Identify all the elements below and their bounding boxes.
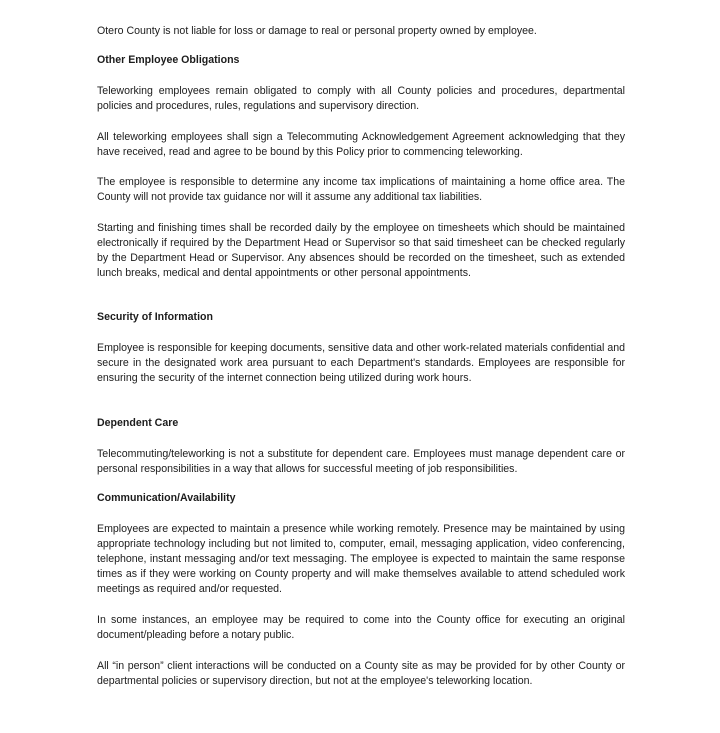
section-heading-security-of-information: Security of Information [97, 311, 213, 323]
paragraph-security: Employee is responsible for keeping documents, sensitive data and other work-related materials confidential and secure in the designated work area pursuant to each Department's standards. Employees are responsible for ensuring the security of the internet connection being utilized during work hours. [97, 342, 625, 384]
section-heading-communication-availability: Communication/Availability [97, 492, 236, 504]
paragraph-county-office: In some instances, an employee may be required to come into the County office for executing an original document/pleading before a notary public. [97, 614, 625, 641]
paragraph-timesheets: Starting and finishing times shall be recorded daily by the employee on timesheets which should be maintained electronically if required by the Department Head or Supervisor so that said timesheet can be checked regularly by the Department Head or Supervisor. Any absences should be recorded on the timesheet, such as extended lunch breaks, medical and dental appointments or other personal appointments. [97, 222, 625, 279]
paragraph-policy-compliance: Teleworking employees remain obligated to comply with all County policies and procedures, departmental policies and procedures, rules, regulations and supervisory direction. [97, 85, 625, 112]
paragraph-in-person-interactions: All “in person” client interactions will be conducted on a County site as may be provided for by other County or departmental policies or supervisory direction, but not at the employee's teleworking location. [97, 660, 625, 687]
paragraph-presence: Employees are expected to maintain a presence while working remotely. Presence may be maintained by using appropriate technology including but not limited to, computer, email, messaging application, video conferencing, telephone, instant messaging and/or text messaging. The employee is expected to maintain the same response times as if they were working on County property and will make themselves available to attend scheduled work meetings as required and/or requested. [97, 523, 625, 595]
liability-statement: Otero County is not liable for loss or damage to real or personal property owned by employee. [97, 25, 537, 37]
section-heading-dependent-care: Dependent Care [97, 417, 179, 429]
paragraph-income-tax: The employee is responsible to determine any income tax implications of maintaining a home office area. The County will not provide tax guidance nor will it assume any additional tax liabilities. [97, 176, 625, 203]
paragraph-acknowledgement-agreement: All teleworking employees shall sign a Telecommuting Acknowledgement Agreement acknowledging that they have received, read and agree to be bound by this Policy prior to commencing teleworking. [97, 131, 625, 158]
paragraph-dependent-care: Telecommuting/teleworking is not a substitute for dependent care. Employees must manage dependent care or personal responsibilities in a way that allows for successful meeting of job responsibilities. [97, 448, 625, 475]
section-heading-other-employee-obligations: Other Employee Obligations [97, 54, 240, 66]
